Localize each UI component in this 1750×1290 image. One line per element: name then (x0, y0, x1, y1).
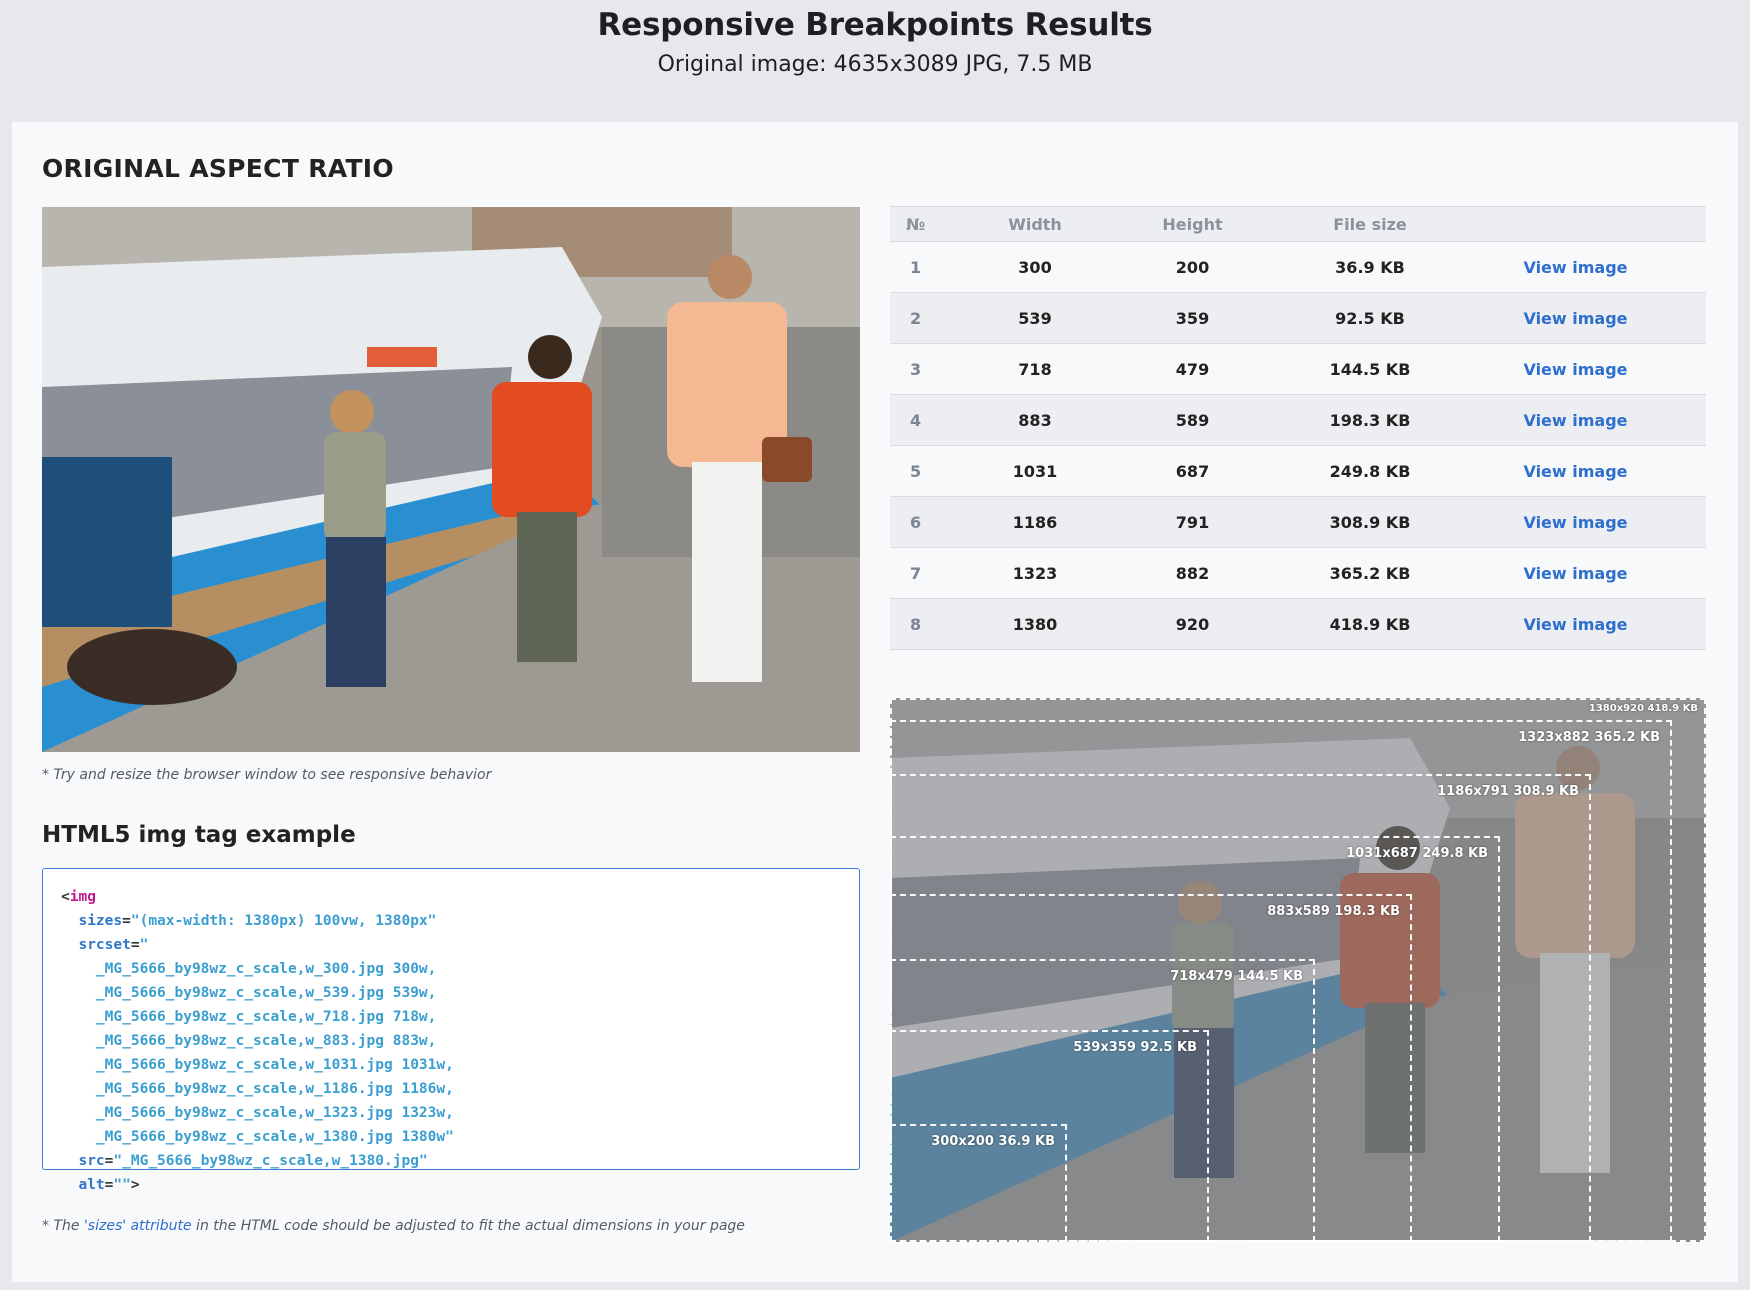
code-open-bracket: < (61, 889, 70, 905)
page-header (0, 0, 1750, 121)
row-link-cell (1445, 242, 1706, 293)
row-width: 1380 (980, 599, 1090, 650)
html5-example-title: HTML5 img tag example (42, 822, 356, 848)
view-image-link[interactable]: View image (1523, 308, 1628, 328)
breakpoint-label: 1380x920 418.9 KB (1588, 703, 1698, 714)
row-filesize: 198.3 KB (1295, 395, 1445, 446)
view-image-link[interactable]: View image (1523, 410, 1628, 430)
row-link-cell (1445, 395, 1706, 446)
row-filesize: 36.9 KB (1295, 242, 1445, 293)
row-link-cell (1445, 548, 1706, 599)
code-alt-attr: alt (78, 1177, 105, 1193)
row-number: 4 (890, 395, 980, 446)
row-filesize: 418.9 KB (1295, 599, 1445, 650)
section-title: ORIGINAL ASPECT RATIO (42, 154, 394, 183)
code-alt-value: "" (113, 1177, 131, 1193)
resize-note: * Try and resize the browser window to see responsive behavior (42, 767, 492, 783)
code-srcset-line: _MG_5666_by98wz_c_scale,w_883.jpg 883w, (95, 1033, 437, 1049)
table-row (890, 344, 1706, 395)
breakpoint-label: 883x589 198.3 KB (1267, 904, 1400, 919)
breakpoints-table (890, 206, 1706, 650)
col-link-header (1445, 207, 1706, 242)
breakpoints-visualization (890, 698, 1706, 1242)
code-srcset-attr: srcset (78, 937, 131, 953)
row-height: 200 (1090, 242, 1295, 293)
table-row (890, 497, 1706, 548)
code-close-bracket: > (130, 1177, 140, 1193)
row-number: 5 (890, 446, 980, 497)
view-image-link[interactable]: View image (1523, 614, 1628, 634)
code-srcset-line: _MG_5666_by98wz_c_scale,w_718.jpg 718w, (95, 1009, 437, 1025)
row-link-cell (1445, 497, 1706, 548)
breakpoint-label: 718x479 144.5 KB (1170, 969, 1303, 984)
img-tag-code-block[interactable]: <img sizes="(max-width: 1380px) 100vw, 1380px" srcset=" _MG_5666_by98wz_c_scale,w_300.jpg 300w, _MG_5666_by98wz_c_scale,w_539.jpg 539w, _MG_5666_by98wz_c_scale,w_718.jpg 718w, _MG_5666_by98wz_c_scale,w_883.jpg 883w, _MG_5666_by98wz_c_scale,w_1031.jpg 1031w, _MG_5666_by98wz_c_scale,w_1186.jpg 1186w, _MG_5666_by98wz_c_scale,w_1323.jpg 1323w, _MG_5666_by98wz_c_scale,w_1380.jpg 1380w" src="_MG_5666_by98wz_c_scale,w_1380.jpg" alt=""> (42, 868, 860, 1170)
row-number: 8 (890, 599, 980, 650)
sizes-attribute-link[interactable]: 'sizes' attribute (83, 1218, 192, 1234)
code-srcset-line: _MG_5666_by98wz_c_scale,w_1186.jpg 1186w, (95, 1081, 454, 1097)
view-image-link[interactable]: View image (1523, 461, 1628, 481)
sizes-note-suffix: in the HTML code should be adjusted to fit the actual dimensions in your page (191, 1218, 745, 1234)
row-height: 791 (1090, 497, 1295, 548)
table-row (890, 446, 1706, 497)
table-row (890, 395, 1706, 446)
results-card (12, 122, 1738, 1282)
row-filesize: 308.9 KB (1295, 497, 1445, 548)
row-height: 479 (1090, 344, 1295, 395)
breakpoint-label: 539x359 92.5 KB (1073, 1040, 1197, 1055)
code-srcset-line: _MG_5666_by98wz_c_scale,w_1323.jpg 1323w, (95, 1105, 454, 1121)
row-filesize: 249.8 KB (1295, 446, 1445, 497)
code-src-attr: src (78, 1153, 105, 1169)
view-image-link[interactable]: View image (1523, 359, 1628, 379)
code-srcset-line: _MG_5666_by98wz_c_scale,w_300.jpg 300w, (95, 961, 437, 977)
row-link-cell (1445, 446, 1706, 497)
table-row (890, 548, 1706, 599)
table-header-row (890, 207, 1706, 242)
row-height: 882 (1090, 548, 1295, 599)
row-width: 1323 (980, 548, 1090, 599)
row-filesize: 92.5 KB (1295, 293, 1445, 344)
row-link-cell (1445, 293, 1706, 344)
row-filesize: 365.2 KB (1295, 548, 1445, 599)
code-tag: img (69, 889, 96, 905)
table-row (890, 293, 1706, 344)
code-sizes-value: "(max-width: 1380px) 100vw, 1380px" (130, 913, 437, 929)
row-height: 359 (1090, 293, 1295, 344)
row-height: 687 (1090, 446, 1295, 497)
breakpoint-label: 1186x791 308.9 KB (1437, 784, 1579, 799)
row-number: 2 (890, 293, 980, 344)
breakpoint-label: 1031x687 249.8 KB (1346, 846, 1488, 861)
row-height: 920 (1090, 599, 1295, 650)
code-srcset-line: _MG_5666_by98wz_c_scale,w_539.jpg 539w, (95, 985, 437, 1001)
code-srcset-open: " (139, 937, 149, 953)
col-height-header: Height (1090, 207, 1295, 242)
row-width: 300 (980, 242, 1090, 293)
row-width: 718 (980, 344, 1090, 395)
row-filesize: 144.5 KB (1295, 344, 1445, 395)
col-width-header: Width (980, 207, 1090, 242)
view-image-link[interactable]: View image (1523, 512, 1628, 532)
row-number: 3 (890, 344, 980, 395)
row-number: 6 (890, 497, 980, 548)
row-width: 1186 (980, 497, 1090, 548)
row-number: 7 (890, 548, 980, 599)
col-number-header: № (890, 207, 980, 242)
row-width: 883 (980, 395, 1090, 446)
row-height: 589 (1090, 395, 1295, 446)
code-src-value: "_MG_5666_by98wz_c_scale,w_1380.jpg" (113, 1153, 428, 1169)
sizes-note (42, 1218, 745, 1234)
breakpoint-box (890, 698, 1706, 1242)
view-image-link[interactable]: View image (1523, 563, 1628, 583)
row-link-cell (1445, 344, 1706, 395)
table-row (890, 242, 1706, 293)
sizes-note-prefix: * The (42, 1218, 84, 1234)
code-sizes-attr: sizes (78, 913, 123, 929)
breakpoint-label: 1323x882 365.2 KB (1518, 730, 1660, 745)
row-number: 1 (890, 242, 980, 293)
code-srcset-line: _MG_5666_by98wz_c_scale,w_1380.jpg 1380w" (95, 1129, 454, 1145)
row-width: 539 (980, 293, 1090, 344)
row-width: 1031 (980, 446, 1090, 497)
breakpoint-label: 300x200 36.9 KB (931, 1134, 1055, 1149)
view-image-link[interactable]: View image (1523, 257, 1628, 277)
original-photo (42, 207, 860, 752)
row-link-cell (1445, 599, 1706, 650)
code-srcset-line: _MG_5666_by98wz_c_scale,w_1031.jpg 1031w, (95, 1057, 454, 1073)
table-row (890, 599, 1706, 650)
page-subtitle: Original image: 4635x3089 JPG, 7.5 MB (657, 52, 1093, 77)
col-filesize-header: File size (1295, 207, 1445, 242)
page-title: Responsive Breakpoints Results (597, 7, 1153, 43)
